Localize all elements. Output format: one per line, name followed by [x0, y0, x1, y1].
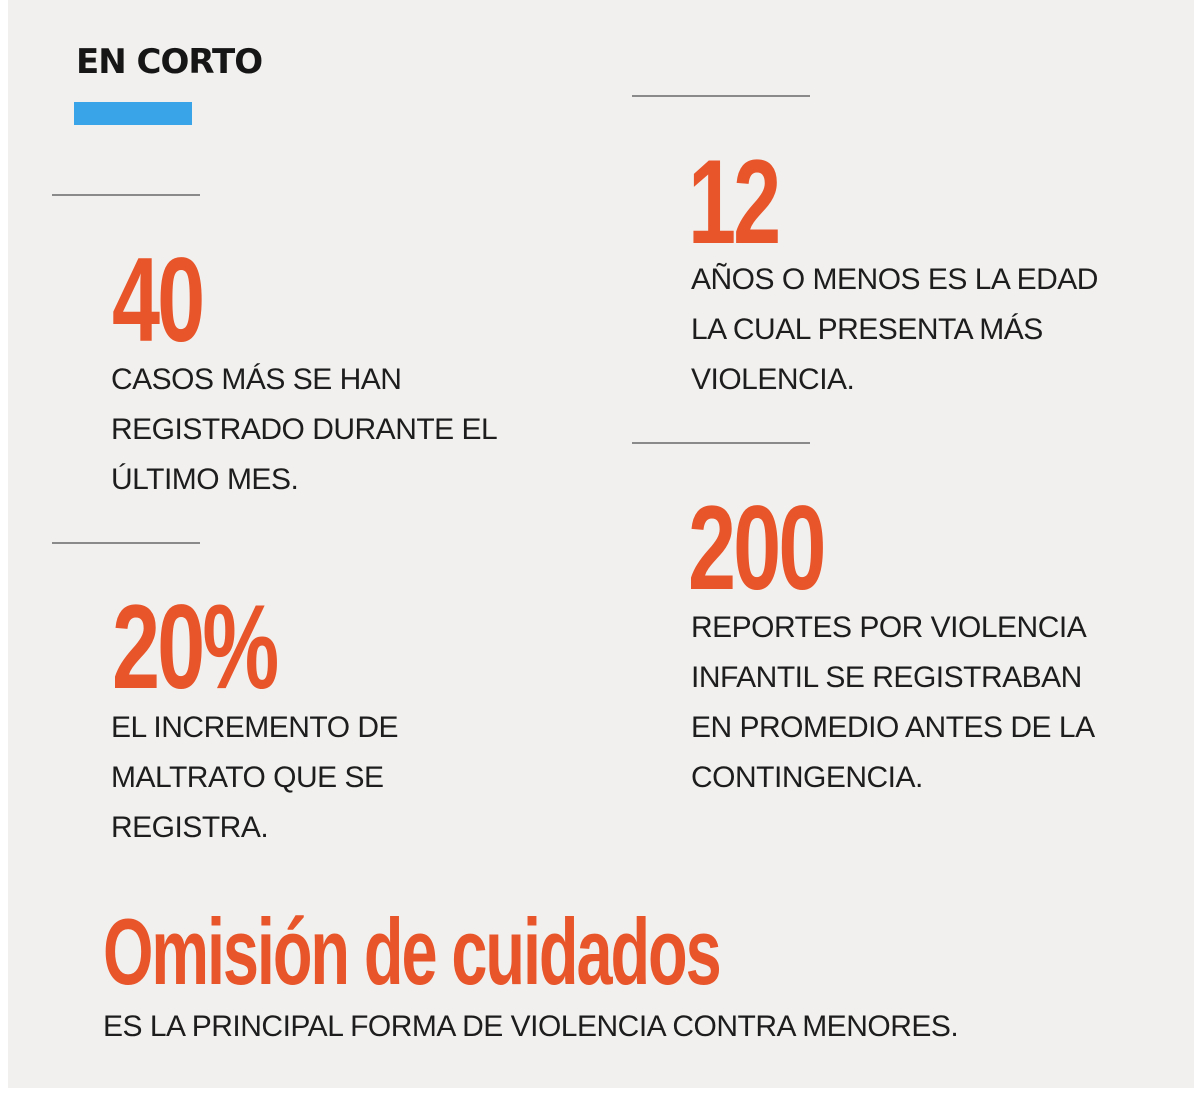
stat-line: MALTRATO QUE SE [111, 761, 384, 794]
stat-line: LA CUAL PRESENTA MÁS [691, 313, 1043, 346]
divider-rule [632, 95, 810, 97]
stat-line: AÑOS O MENOS ES LA EDAD [691, 263, 1098, 296]
stat-description [691, 255, 1098, 405]
stat-line: REPORTES POR VIOLENCIA [691, 611, 1087, 644]
stat-description [691, 603, 1095, 803]
stat-description [111, 355, 497, 505]
stat-line: EN PROMEDIO ANTES DE LA [691, 711, 1095, 744]
stat-line: CASOS MÁS SE HAN [111, 363, 402, 396]
infographic-panel [8, 0, 1194, 1088]
stat-number: 12 [688, 135, 779, 269]
closing-headline: Omisión de cuidados [103, 899, 720, 1004]
stat-line: INFANTIL SE REGISTRABAN [691, 661, 1082, 694]
stat-line: REGISTRADO DURANTE EL [111, 413, 498, 446]
stat-description [111, 703, 398, 853]
section-title: EN CORTO [76, 42, 263, 82]
closing-description: ES LA PRINCIPAL FORMA DE VIOLENCIA CONTRA MENORES. [103, 1010, 959, 1043]
divider-rule [632, 442, 810, 444]
stat-number: 200 [688, 481, 824, 615]
stat-line: EL INCREMENTO DE [111, 711, 399, 744]
stat-line: CONTINGENCIA. [691, 761, 923, 794]
stat-line: REGISTRA. [111, 811, 269, 844]
stat-number: 20% [112, 580, 277, 714]
divider-rule [52, 194, 200, 196]
stat-line: ÚLTIMO MES. [111, 463, 299, 496]
title-accent-bar [74, 102, 192, 125]
divider-rule [52, 542, 200, 544]
stat-number: 40 [112, 233, 203, 367]
stat-line: VIOLENCIA. [691, 363, 855, 396]
